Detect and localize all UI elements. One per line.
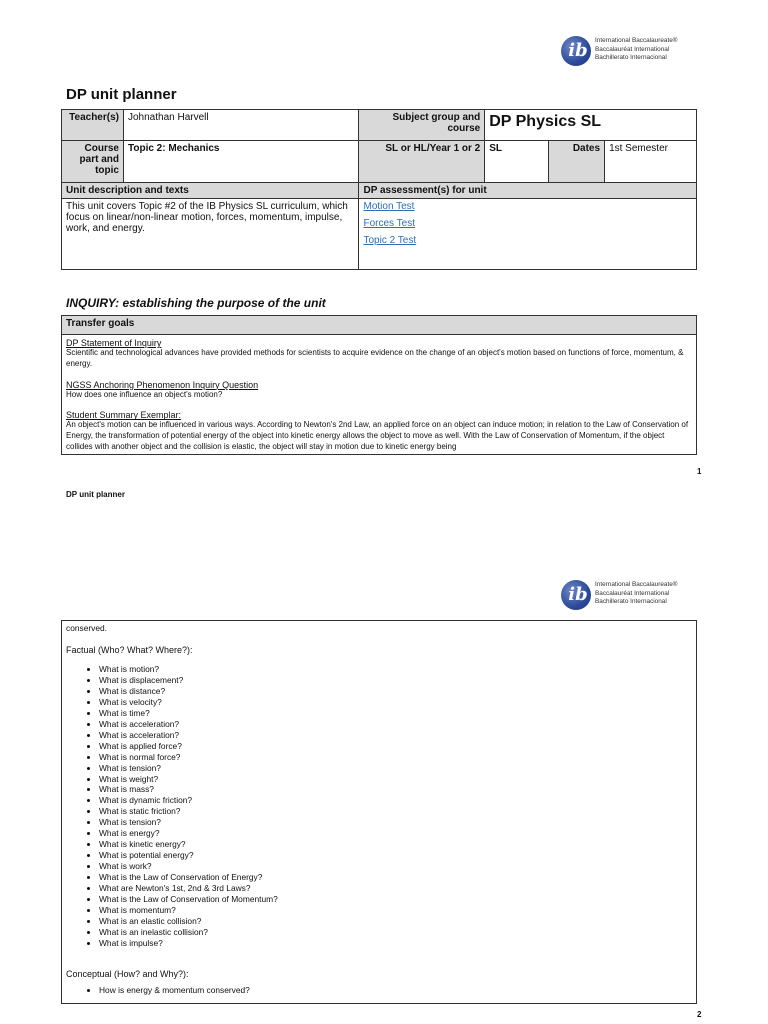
exemplar-text: An object's motion can be influenced in various ways. According to Newton's 2nd Law, an applied force on an object can induce motion; in relation to the Law of Conservation of Energy, the transformation of potential energy of the object into kinetic energy allows the object to move as well. With the Law of Conservation of Momentum, if the object collides with another object and the collision is elastic, the object will stay in motion due to kinetic energy being: [66, 420, 689, 451]
ib-logo: [561, 34, 681, 70]
continued-transfer-box: [61, 620, 697, 1004]
list-item: • What is static friction?: [99, 806, 692, 817]
list-item: • What is motion?: [99, 664, 692, 675]
topic-2-test-link[interactable]: Topic 2 Test: [363, 235, 417, 246]
assessment-label: DP assessment(s) for unit: [359, 183, 697, 199]
forces-test-link[interactable]: Forces Test: [363, 218, 415, 229]
list-item: • What is tension?: [99, 817, 692, 828]
motion-test-link[interactable]: Motion Test: [363, 201, 415, 212]
list-item: • What is displacement?: [99, 675, 692, 686]
list-item: • What is work?: [99, 861, 692, 872]
list-item: • What is potential energy?: [99, 850, 692, 861]
ib-logo-text: International Baccalaureate® Baccalauréat International Bachillerato Internacional: [595, 581, 678, 605]
subject-value: DP Physics SL: [485, 110, 697, 141]
ib-logo-text: International Baccalaureate® Baccalauréat International Bachillerato Internacional: [595, 37, 678, 61]
running-header: DP unit planner: [66, 490, 125, 499]
list-item: • What is weight?: [99, 774, 692, 785]
transfer-goals-box: [61, 315, 697, 455]
level-label: SL or HL/Year 1 or 2: [359, 141, 485, 183]
conceptual-heading: Conceptual (How? and Why?):: [66, 968, 189, 979]
list-item: • How is energy & momentum conserved?: [99, 985, 692, 996]
page-number-2: 2: [697, 1010, 702, 1019]
list-item: • What is the Law of Conservation of Momentum?: [99, 894, 692, 905]
list-item: • What is kinetic energy?: [99, 839, 692, 850]
statement-text: Scientific and technological advances have provided methods for scientists to acquire evidence on the change of an object's motion based on functions of force, momentum, & energy.: [66, 348, 684, 368]
list-item: • What is an inelastic collision?: [99, 927, 692, 938]
ib-logo-mark: ib: [568, 584, 588, 605]
assessment-list: [359, 199, 697, 270]
teacher-label: Teacher(s): [62, 110, 124, 141]
factual-question-list: [66, 664, 692, 949]
ngss-title: NGSS Anchoring Phenomenon Inquiry Question: [66, 379, 259, 390]
list-item: • What is an elastic collision?: [99, 916, 692, 927]
ib-logo-mark: ib: [568, 40, 588, 61]
factual-heading: Factual (Who? What? Where?):: [66, 645, 193, 655]
list-item: • What is acceleration?: [99, 719, 692, 730]
course-part-label: Course part and topic: [62, 141, 124, 183]
dates-label: Dates: [549, 141, 605, 183]
dates-value: 1st Semester: [605, 141, 697, 183]
list-item: • What is tension?: [99, 763, 692, 774]
ngss-text: How does one influence an object's motion?: [66, 389, 223, 399]
list-item: • What is acceleration?: [99, 730, 692, 741]
list-item: • What is dynamic friction?: [99, 795, 692, 806]
list-item: • What is applied force?: [99, 741, 692, 752]
unit-description-text: This unit covers Topic #2 of the IB Physics SL curriculum, which focus on linear/non-linear motion, forces, momentum, impulse, work, and energy.: [62, 199, 359, 270]
statement-title: DP Statement of Inquiry: [66, 338, 162, 348]
list-item: • What is time?: [99, 708, 692, 719]
level-value: SL: [485, 141, 549, 183]
list-item: • What is distance?: [99, 686, 692, 697]
unit-description-label: Unit description and texts: [62, 183, 359, 199]
page-number-1: 1: [697, 467, 702, 476]
list-item: • What is mass?: [99, 784, 692, 795]
list-item: • What is the Law of Conservation of Energy?: [99, 872, 692, 883]
list-item: • What is energy?: [99, 828, 692, 839]
list-item: • What is momentum?: [99, 905, 692, 916]
course-part-value: Topic 2: Mechanics: [123, 141, 359, 183]
inquiry-heading: INQUIRY: establishing the purpose of the unit: [66, 296, 326, 310]
list-item: • What is impulse?: [99, 938, 692, 949]
list-item: • What are Newton's 1st, 2nd & 3rd Laws?: [99, 883, 692, 894]
page-title: DP unit planner: [66, 86, 177, 103]
continuation-text: conserved.: [66, 623, 107, 633]
subject-label: Subject group and course: [359, 110, 485, 141]
transfer-goals-header: Transfer goals: [62, 316, 696, 335]
exemplar-title: Student Summary Exemplar:: [66, 410, 182, 421]
conceptual-question-list: [66, 985, 692, 996]
unit-info-table: [61, 109, 697, 270]
list-item: • What is normal force?: [99, 752, 692, 763]
ib-logo-page-2: [561, 578, 681, 614]
teacher-value: Johnathan Harvell: [123, 110, 359, 141]
list-item: • What is velocity?: [99, 697, 692, 708]
